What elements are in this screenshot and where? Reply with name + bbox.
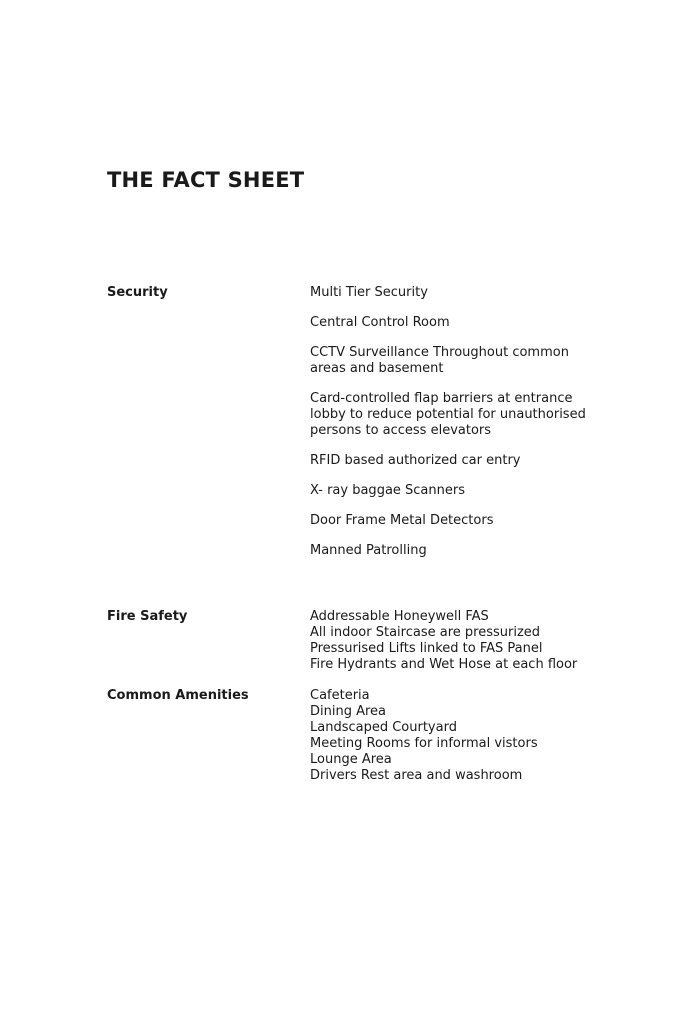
list-item: CCTV Surveillance Throughout common areas and basement [310,345,569,376]
common-amenities-items [310,688,610,784]
list-item: X- ray baggae Scanners [310,483,465,498]
list-item: Lounge Area [310,752,392,767]
list-item: All indoor Staircase are pressurized [310,625,541,640]
list-item: Fire Hydrants and Wet Hose at each floor [310,657,578,672]
list-item: Multi Tier Security [310,285,428,300]
list-item: Landscaped Courtyard [310,720,457,735]
list-item: Pressurised Lifts linked to FAS Panel [310,641,543,656]
section-label-security: Security [107,285,168,300]
list-item: Dining Area [310,704,387,719]
list-item: Door Frame Metal Detectors [310,513,494,528]
section-label-common-amenities: Common Amenities [107,688,249,703]
list-item: Addressable Honeywell FAS [310,609,489,624]
list-item: Drivers Rest area and washroom [310,768,523,783]
list-item: Central Control Room [310,315,450,330]
section-label-fire-safety: Fire Safety [107,609,188,624]
page-title: THE FACT SHEET [107,168,305,192]
list-item: Card-controlled flap barriers at entrance lobby to reduce potential for unauthorised persons to access elevators [310,391,586,438]
list-item: RFID based authorized car entry [310,453,521,468]
list-item: Meeting Rooms for informal vistors [310,736,538,751]
list-item: Manned Patrolling [310,543,427,558]
security-items [310,285,610,559]
fire-safety-items [310,609,610,673]
list-item: Cafeteria [310,688,370,703]
